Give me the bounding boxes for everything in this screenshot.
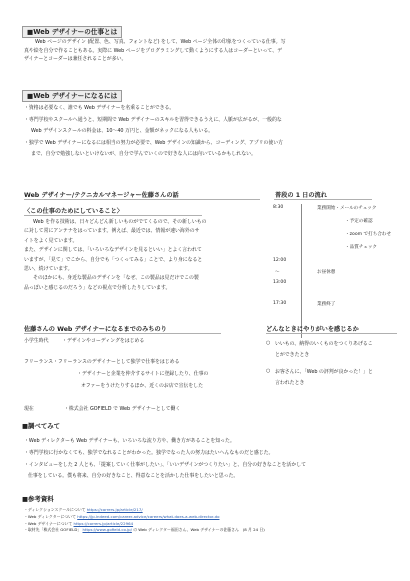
bullet-icon: ○: [266, 340, 271, 346]
reference-label: ・Web ディレクターについて: [24, 513, 76, 519]
rewarding-heading: どんなときにやりがいを感じるか: [266, 326, 359, 333]
text-line: いますが、「見て」でこから、自分でも「つくってみる」ことで、より身になると: [24, 256, 203, 263]
interview-subheading: 〈この仕事のためにしていること〉: [24, 208, 123, 215]
schedule-label: お昼休憩: [317, 270, 336, 275]
findings-list: [24, 436, 404, 483]
path-heading: 佐藤さんの Web デザイナーになるまでのみちのり: [24, 326, 167, 333]
reference-label: ・ディレクションスクールについて: [24, 507, 86, 512]
reference-label: ・取材先「株式会社 GOFIELD」: [24, 527, 82, 533]
path-list: [24, 337, 264, 437]
section-title-references: ■参考資料: [22, 495, 54, 503]
bullet-icon: ○: [266, 368, 271, 374]
reference-item: [24, 507, 404, 514]
reference-item: [24, 521, 404, 528]
interview-body: [24, 218, 264, 293]
rewarding-text: とができたとき: [275, 352, 310, 358]
text-line: 思い、続けています。: [24, 266, 73, 273]
text-line: また、デザインに関しては、「いろいろなデザインを見るといい」とよく言われて: [24, 247, 202, 254]
schedule-time: 8:30: [273, 205, 284, 210]
text-line: イトをよく見ています。: [24, 237, 78, 244]
list-item-continued: まで、自分で勉強しないといけないが、自分で学んでいくので好きな人には向いているかもしれない。: [31, 151, 256, 158]
path-period: 現在: [24, 406, 34, 412]
section-title-job: ■Web デザイナーの仕事とは: [22, 26, 122, 38]
schedule-time: 12:00: [273, 258, 287, 263]
schedule-time: ～: [275, 270, 280, 275]
schedule-heading: 普段の 1 日の流れ: [275, 192, 327, 199]
list-item: ・Web ディレクターも Web デザイナーも、いろいろな流り方や、働き方があることを知った。: [24, 438, 235, 444]
schedule-underline: [274, 199, 372, 200]
text-line: 品っぽいと感じるのだろう」などの視点で分析したりしています。: [24, 284, 171, 291]
list-item: ・専門学校に行かなくても、独学でなれることがわかった。独学でなった人の努力はたいへんなものだと感じた。: [24, 449, 274, 456]
reference-link[interactable]: https://corrers.jp/article/22964: [73, 520, 134, 526]
reference-link[interactable]: https://corrers.jp/article/217/: [86, 507, 143, 512]
path-underline: [24, 333, 221, 334]
path-event: ・デザインやコーディングをはじめる: [62, 338, 145, 344]
reference-item: [24, 527, 404, 534]
path-period: フリーランス・フリーランスのデザイナーとして独学で仕事をはじめる: [24, 359, 180, 365]
list-item: ・専門学校やスクールへ通うと、短期間で Web デザイナーのスキルを習得できるうえに、人脈が広がるが、一般的な: [24, 116, 282, 123]
rewarding-text: いいもの、納得のいくものをつくりあげるこ: [275, 341, 373, 347]
schedule-label: ・予定の確認: [345, 219, 373, 224]
rewarding-text: 言われたとき: [275, 380, 305, 386]
heading-underline: [24, 199, 260, 200]
text-line: Web ページのデザイン (配置、色、写真、フォントなど) をして、Web ページ全体の印象をつくっている仕事。写: [35, 39, 286, 45]
text-line: そのほかにも、身近な製品のデザインを「なぜ、この製品は見だけでこの製: [33, 275, 199, 282]
subheading-underline: [24, 215, 202, 216]
list-item: ・独学で Web デザイナーになるには相当の努力が必要で、Web デザインの知識から、コーディング、アプリの使い方: [24, 139, 284, 146]
list-item: ・資格は必要なく、誰でも Web デザイナーを名乗ることができる。: [24, 105, 175, 111]
reference-link[interactable]: https://www.gofield.co.jp/: [82, 527, 132, 533]
timeline-line: [301, 204, 302, 338]
interview-heading: Web デザイナー/テクニカルマネージャー佐藤さんの話: [24, 192, 179, 199]
list-item-continued: Web デザインスクールの料金は、10～40 万円と、金額がネックになる人もいる。: [31, 128, 214, 135]
how-to-become-list: [24, 103, 399, 161]
path-event: ・デザイナーと企業を仲介するサイトに登録したり、仕事の: [77, 371, 209, 377]
list-item: ・インタビューをした 2 人とも、「提案していく仕事がしたい」、「いいデザインがつくりたい」と、自分の好きなことを活かして: [24, 461, 306, 468]
text-line: 真や絵を自分で作ることもある。実際に Web ページをプログラミングして動くようにする人はコーダーといって、デ: [24, 47, 283, 54]
references-list: [24, 507, 404, 534]
schedule-time: 17:30: [273, 301, 287, 306]
schedule-label: ・品質チェック: [345, 245, 378, 250]
section-title-findings: ■調べてみて: [22, 422, 60, 430]
schedule-time: 13:00: [273, 280, 287, 285]
schedule-label: 業務終了: [317, 302, 336, 307]
reference-label: ・Web デザイナーについて: [24, 520, 73, 526]
rewarding-underline: [266, 333, 397, 334]
reference-suffix: の Web ディレクター福田さん、Web デザイナーの佐藤さん (8 月 24 日): [133, 527, 265, 533]
reference-item: [24, 514, 404, 521]
list-item-continued: 仕事をしている。僕も将来、自分の好きなこと、得意なことを活かした仕事をしたいと思った。: [28, 473, 239, 480]
text-line: ザイナーとコーダーは兼任されることが多い。: [24, 56, 127, 63]
section-title-how-to-become: ■Web デザイナーになるには: [22, 90, 122, 102]
schedule-label: ・zoom で打ち合わせ: [345, 232, 392, 237]
reference-link[interactable]: https://jp.indeed.com/career-advice/careers/what-does-a-web-director-do: [77, 513, 220, 519]
schedule-label: 業務開始・メールのチェック: [317, 206, 377, 211]
job-description: [24, 38, 394, 64]
path-event: ・株式会社 GOFIELD で Web デザイナーとして働く: [64, 406, 181, 412]
text-line: に対して常にアンテナをはっています。例えば、最近では、情報が速い海外のサ: [24, 228, 200, 235]
path-event: オファーをうけたりするほか、近くのお店で宣伝をした: [81, 383, 204, 389]
text-line: Web を作る技術は、日々どんどん新しいものがでてくるので、その新しいもの: [33, 219, 207, 225]
path-period: 小学生時代: [24, 338, 49, 344]
rewarding-text: お客さんに、「Web の評判が良かった！」と: [275, 369, 373, 375]
